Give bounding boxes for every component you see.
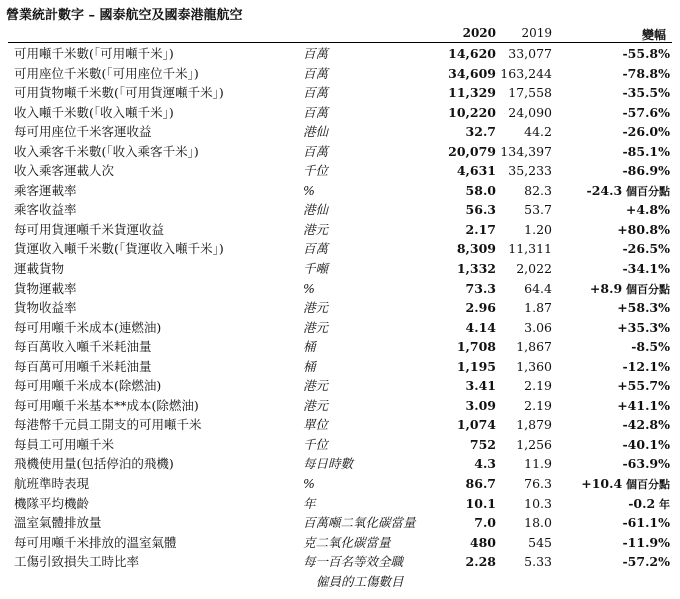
value-2020: 14,620 (448, 46, 496, 61)
row-unit: 港元 (303, 319, 329, 335)
row-unit: 年 (303, 495, 316, 511)
table-row (0, 474, 680, 494)
table-row (0, 318, 680, 338)
change-number: -12.1% (622, 358, 670, 374)
row-label: 每百萬可用噸千米耗油量 (14, 358, 152, 374)
change-value (622, 142, 670, 162)
value-2019: 44.2 (524, 124, 552, 140)
value-2019: 1,879 (516, 417, 552, 433)
value-2020: 4.3 (474, 456, 496, 472)
value-2019: 76.3 (524, 476, 552, 492)
value-2020: 2.96 (465, 300, 496, 316)
table-row (0, 552, 680, 572)
table-row (0, 142, 680, 162)
value-2019: 1.20 (524, 221, 552, 237)
value-2019: 163,244 (500, 65, 552, 81)
change-number: -57.6% (622, 104, 670, 120)
table-row (0, 220, 680, 240)
statistics-table (0, 44, 680, 572)
change-number: +35.3% (617, 319, 670, 335)
column-header-2019: 2019 (521, 26, 552, 40)
row-label: 每員工可用噸千米 (14, 436, 115, 452)
value-2019: 82.3 (524, 182, 552, 198)
column-header-2020: 2020 (462, 26, 496, 40)
change-value (622, 435, 670, 455)
value-2019: 17,558 (508, 85, 552, 101)
change-number: -57.2% (622, 554, 670, 570)
value-2020: 1,074 (456, 417, 496, 433)
table-row (0, 122, 680, 142)
value-2020: 4.14 (465, 319, 496, 335)
change-number: -34.1% (622, 261, 670, 277)
row-label: 每可用噸千米排放的溫室氣體 (14, 534, 177, 550)
value-2019: 1.87 (524, 300, 552, 316)
value-2020: 20,079 (448, 143, 496, 159)
row-unit: 百萬 (303, 65, 329, 81)
row-label: 每百萬收入噸千米耗油量 (14, 339, 152, 355)
value-2020: 11,329 (448, 85, 496, 101)
value-2019: 18.0 (524, 515, 552, 531)
change-number: -61.1% (622, 515, 670, 531)
value-2020: 32.7 (465, 124, 496, 140)
row-unit: 百萬 (303, 143, 329, 159)
header-divider (8, 42, 672, 43)
change-value (590, 279, 670, 300)
table-row (0, 337, 680, 357)
change-number: +8.9 (589, 280, 623, 296)
page-title: 營業統計數字 – 國泰航空及國泰港龍航空 (6, 8, 243, 23)
change-value (622, 415, 670, 435)
row-unit: 桶 (303, 339, 316, 355)
row-label: 航班準時表現 (14, 476, 90, 492)
value-2019: 11.9 (524, 456, 552, 472)
value-2020: 7.0 (474, 515, 496, 531)
row-label: 每港幣千元員工開支的可用噸千米 (14, 417, 202, 433)
table-row (0, 181, 680, 201)
row-unit: 港元 (303, 221, 329, 237)
row-label: 每可用噸千米成本(連燃油) (14, 319, 162, 335)
change-value (628, 494, 670, 515)
change-number: -55.8% (622, 46, 670, 61)
value-2020: 4,631 (456, 163, 496, 179)
table-row (0, 357, 680, 377)
table-row (0, 396, 680, 416)
table-row (0, 83, 680, 103)
change-value (626, 200, 670, 220)
change-value (617, 376, 670, 396)
table-row (0, 279, 680, 299)
change-number: -8.5% (631, 339, 670, 355)
row-unit: 千位 (303, 436, 329, 452)
change-value (622, 513, 670, 533)
table-header (0, 26, 680, 42)
row-label: 乘客收益率 (14, 202, 77, 218)
change-value (622, 552, 670, 572)
table-row (0, 64, 680, 84)
value-2019: 2,022 (516, 261, 552, 277)
row-label: 飛機使用量(包括停泊的飛機) (14, 456, 174, 472)
row-label: 溫室氣體排放量 (14, 515, 102, 531)
change-value (617, 396, 670, 416)
change-number: -24.3 (586, 182, 623, 198)
value-2020: 1,708 (456, 339, 496, 355)
change-number: +58.3% (617, 300, 670, 316)
value-2020: 34,609 (448, 65, 496, 81)
row-unit: 百萬 (303, 46, 329, 61)
value-2020: 3.09 (465, 397, 496, 413)
row-label: 機隊平均機齡 (14, 495, 90, 511)
change-number: -40.1% (622, 436, 670, 452)
value-2020: 1,195 (456, 358, 496, 374)
change-number: -42.8% (622, 417, 670, 433)
change-number: -63.9% (622, 456, 670, 472)
row-unit: 百萬 (303, 241, 329, 257)
change-unit: 年 (655, 497, 670, 511)
row-label: 收入噸千米數(「收入噸千米」) (14, 104, 174, 120)
row-unit: 港仙 (303, 202, 329, 218)
row-unit: 每日時數 (303, 456, 354, 472)
value-2019: 35,233 (508, 163, 552, 179)
value-2019: 1,360 (516, 358, 552, 374)
change-value (622, 239, 670, 259)
change-value (622, 161, 670, 181)
value-2019: 11,311 (508, 241, 552, 257)
change-number: -78.8% (622, 65, 670, 81)
value-2019: 3.06 (524, 319, 552, 335)
value-2020: 73.3 (465, 280, 496, 296)
change-value (622, 454, 670, 474)
row-label: 每可用噸千米成本(除燃油) (14, 378, 162, 394)
change-value (622, 357, 670, 377)
row-unit: % (303, 280, 315, 296)
change-value (622, 44, 670, 64)
row-unit: 單位 (303, 417, 329, 433)
row-label: 收入乘客運載人次 (14, 163, 115, 179)
change-number: +55.7% (617, 378, 670, 394)
value-2020: 10.1 (465, 495, 496, 511)
row-unit: 克二氧化碳當量 (303, 534, 391, 550)
row-label: 乘客運載率 (14, 182, 77, 198)
value-2019: 33,077 (508, 46, 552, 61)
row-label: 可用座位千米數(「可用座位千米」) (14, 65, 199, 81)
change-number: -26.0% (622, 124, 670, 140)
row-unit: 百萬噸二氧化碳當量 (303, 515, 416, 531)
change-value (587, 181, 670, 202)
row-label: 工傷引致損失工時比率 (14, 554, 140, 570)
row-unit: 港元 (303, 378, 329, 394)
value-2019: 24,090 (508, 104, 552, 120)
change-unit: 個百分點 (622, 282, 670, 296)
change-number: -0.2 (628, 495, 656, 511)
change-number: -35.5% (622, 85, 670, 101)
table-row (0, 494, 680, 514)
change-number: +4.8% (625, 202, 670, 218)
change-value (581, 474, 670, 495)
row-label: 每可用噸千米基本**成本(除燃油) (14, 397, 199, 413)
row-label: 貨物運載率 (14, 280, 77, 296)
row-label: 每可用座位千米客運收益 (14, 124, 152, 140)
table-row (0, 44, 680, 64)
change-value (622, 103, 670, 123)
change-number: +10.4 (581, 476, 623, 492)
row-label: 可用貨物噸千米數(「可用貨運噸千米」) (14, 85, 224, 101)
row-label: 收入乘客千米數(「收入乘客千米」) (14, 143, 199, 159)
table-row (0, 259, 680, 279)
change-value (631, 337, 670, 357)
change-value (622, 83, 670, 103)
row-label: 貨運收入噸千米數(「貨運收入噸千米」) (14, 241, 224, 257)
row-label: 可用噸千米數(「可用噸千米」) (14, 46, 174, 61)
value-2019: 1,867 (516, 339, 552, 355)
column-header-change: 變幅 (641, 28, 666, 42)
change-number: -11.9% (622, 534, 670, 550)
table-row (0, 415, 680, 435)
value-2019: 1,256 (516, 436, 552, 452)
table-row (0, 298, 680, 318)
row-label: 每可用貨運噸千米貨運收益 (14, 221, 165, 237)
change-number: +80.8% (617, 221, 670, 237)
value-2019: 134,397 (500, 143, 552, 159)
table-row (0, 161, 680, 181)
value-2020: 10,220 (448, 104, 496, 120)
change-value (622, 122, 670, 142)
value-2020: 2.28 (465, 554, 496, 570)
change-value (617, 220, 670, 240)
table-row (0, 454, 680, 474)
value-2020: 480 (469, 534, 496, 550)
value-2020: 2.17 (465, 221, 496, 237)
value-2019: 64.4 (524, 280, 552, 296)
change-number: +41.1% (617, 397, 670, 413)
row-unit: 千位 (303, 163, 329, 179)
change-number: -26.5% (622, 241, 670, 257)
row-label: 運載貨物 (14, 261, 65, 277)
change-value (622, 533, 670, 553)
value-2019: 10.3 (524, 495, 552, 511)
row-unit: 百萬 (303, 85, 329, 101)
row-label: 貨物收益率 (14, 300, 77, 316)
change-unit: 個百分點 (622, 184, 670, 198)
value-2020: 58.0 (465, 182, 496, 198)
change-value (622, 259, 670, 279)
value-2020: 3.41 (465, 378, 496, 394)
value-2020: 86.7 (465, 476, 496, 492)
row-unit: 港元 (303, 397, 329, 413)
value-2019: 545 (528, 534, 552, 550)
change-value (622, 64, 670, 84)
value-2019: 2.19 (524, 378, 552, 394)
value-2020: 1,332 (456, 261, 496, 277)
row-unit: 每一百名等效全職 (303, 554, 404, 570)
unit-continuation: 僱員的工傷數目 (316, 574, 404, 589)
row-unit: % (303, 476, 315, 492)
table-row (0, 239, 680, 259)
value-2019: 2.19 (524, 397, 552, 413)
row-unit: 百萬 (303, 104, 329, 120)
table-row (0, 513, 680, 533)
table-row (0, 200, 680, 220)
value-2019: 5.33 (524, 554, 552, 570)
change-value (617, 318, 670, 338)
row-unit: 千噸 (303, 261, 329, 277)
table-row (0, 376, 680, 396)
change-value (617, 298, 670, 318)
value-2020: 752 (469, 436, 496, 452)
row-unit: 桶 (303, 358, 316, 374)
table-row (0, 103, 680, 123)
value-2020: 8,309 (456, 241, 496, 257)
value-2020: 56.3 (465, 202, 496, 218)
row-unit: % (303, 182, 315, 198)
change-number: -86.9% (622, 163, 670, 179)
change-number: -85.1% (622, 143, 670, 159)
table-row (0, 435, 680, 455)
change-unit: 個百分點 (622, 478, 670, 492)
value-2019: 53.7 (524, 202, 552, 218)
table-row (0, 533, 680, 553)
row-unit: 港元 (303, 300, 329, 316)
row-unit: 港仙 (303, 124, 329, 140)
